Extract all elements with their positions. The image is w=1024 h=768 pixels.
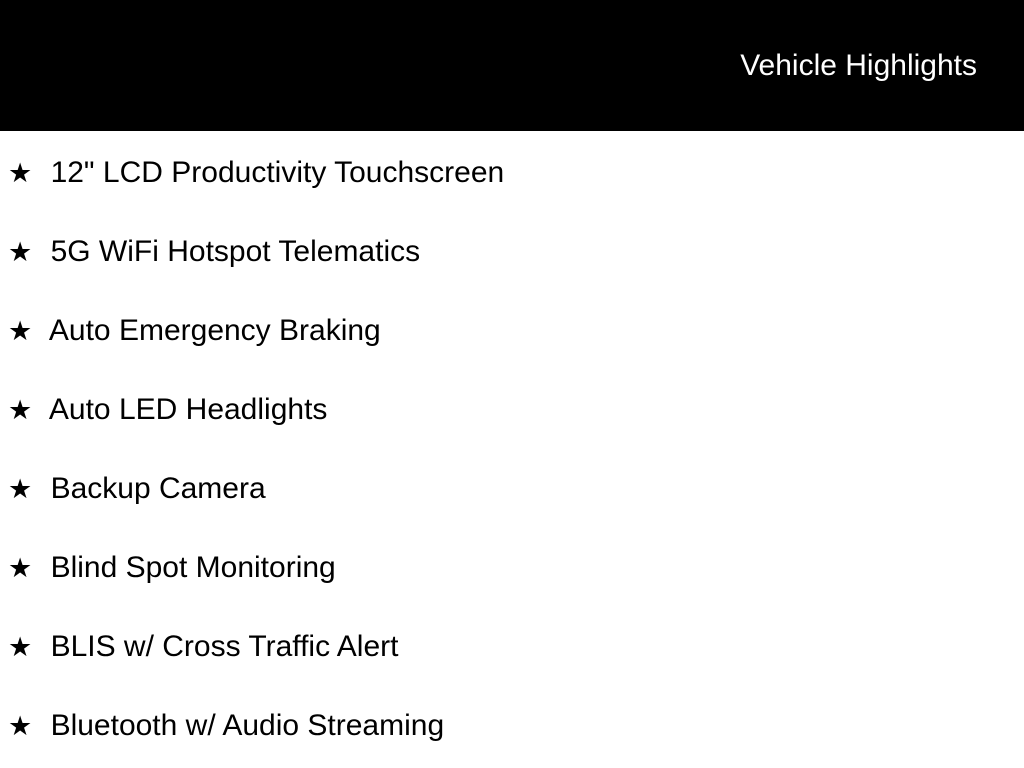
star-icon: ★ [8, 316, 33, 347]
star-icon: ★ [8, 237, 33, 268]
list-item [8, 528, 1024, 607]
list-item [8, 133, 1024, 212]
list-item-label: 12" LCD Productivity Touchscreen [50, 156, 505, 189]
vehicle-highlights-list [0, 131, 1024, 765]
list-item [8, 212, 1024, 291]
star-icon: ★ [8, 474, 33, 505]
star-icon: ★ [8, 158, 33, 189]
list-item-label: Bluetooth w/ Audio Streaming [50, 709, 445, 742]
list-item [8, 686, 1024, 765]
list-item-label: Blind Spot Monitoring [50, 551, 336, 584]
page-title: Vehicle Highlights [740, 48, 977, 82]
list-item [8, 291, 1024, 370]
list-item [8, 370, 1024, 449]
list-item-label: 5G WiFi Hotspot Telematics [50, 235, 421, 268]
header-bar [0, 0, 1024, 131]
list-item-label: Auto Emergency Braking [48, 314, 381, 347]
list-item [8, 449, 1024, 528]
list-item-label: Backup Camera [50, 472, 266, 505]
list-item-label: BLIS w/ Cross Traffic Alert [50, 630, 399, 663]
list-item-label: Auto LED Headlights [48, 393, 328, 426]
list-item [8, 607, 1024, 686]
star-icon: ★ [8, 711, 33, 742]
star-icon: ★ [8, 395, 33, 426]
star-icon: ★ [8, 632, 33, 663]
star-icon: ★ [8, 553, 33, 584]
